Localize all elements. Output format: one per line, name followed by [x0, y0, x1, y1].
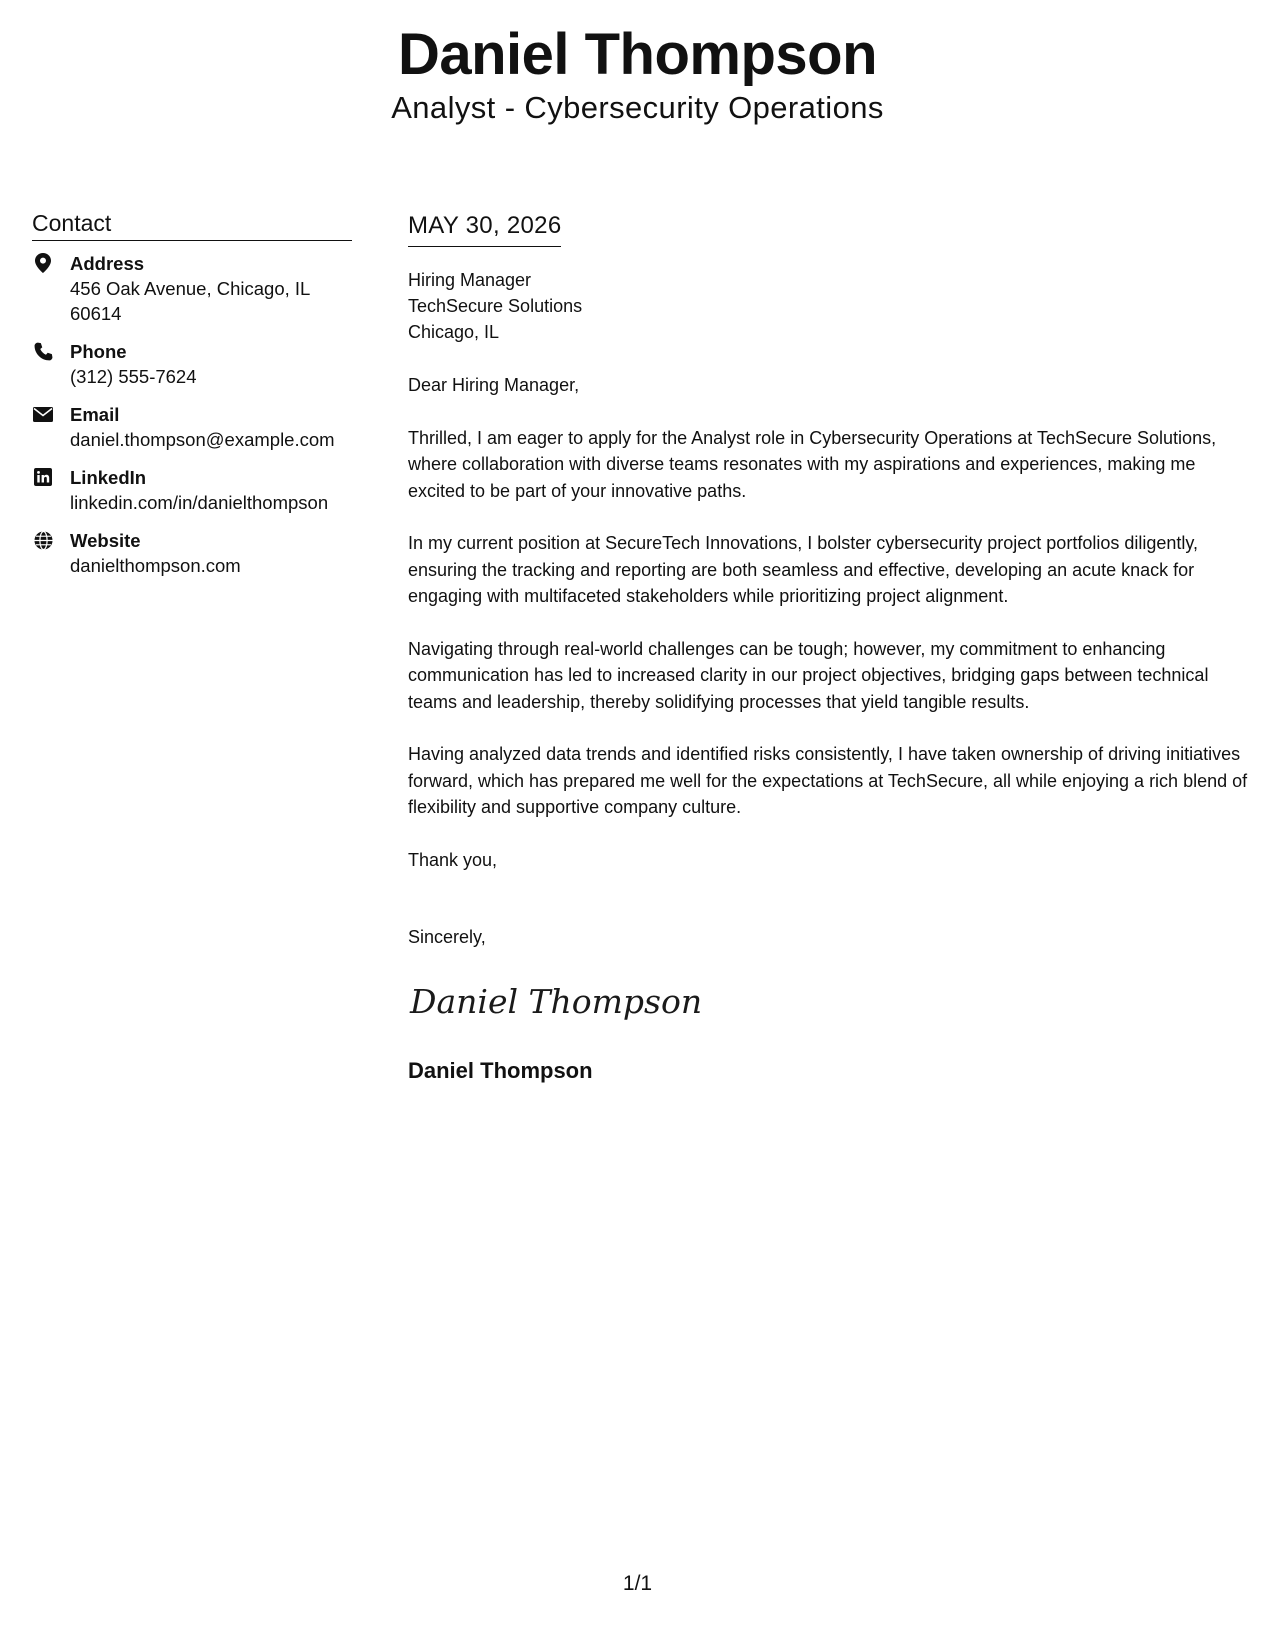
email-label: Email — [70, 404, 120, 425]
envelope-icon — [32, 403, 54, 425]
signer-name: Daniel Thompson — [408, 1058, 593, 1083]
recipient-line: Chicago, IL — [408, 322, 500, 342]
handwritten-signature — [408, 975, 703, 1029]
letter-header — [0, 22, 1275, 128]
linkedin-value: linkedin.com/in/danielthompson — [70, 492, 329, 513]
letter-paragraph: Navigating through real-world challenges can be tough; however, my commitment to enhancing communication has led to increased clarity in our project objectives, bridging gaps between technical teams and leadership, thereby solidifying processes that yield tangible results. — [408, 638, 1209, 712]
contact-item-phone — [32, 339, 352, 389]
letter-body — [408, 210, 1253, 1086]
contact-heading: Contact — [32, 208, 352, 241]
recipient-line: TechSecure Solutions — [408, 296, 583, 316]
signoff-line: Sincerely, — [408, 927, 486, 947]
signature-text: Daniel Thompson — [410, 981, 703, 1021]
letter-date: MAY 30, 2026 — [408, 210, 561, 247]
globe-icon — [32, 529, 54, 551]
letter-paragraph: Having analyzed data trends and identified risks consistently, I have taken ownership of driving initiatives forward, which has prepared me well for the expectations at TechSecure, all while enjoying a rich blend of flexibility and supportive company culture. — [408, 744, 1248, 817]
recipient-block — [408, 267, 1253, 345]
linkedin-label: LinkedIn — [70, 467, 147, 488]
applicant-name: Daniel Thompson — [397, 22, 878, 87]
salutation: Dear Hiring Manager, — [408, 375, 580, 395]
map-pin-icon — [32, 252, 54, 274]
contact-item-linkedin — [32, 465, 352, 515]
phone-value: (312) 555-7624 — [70, 366, 197, 387]
contact-item-website — [32, 528, 352, 578]
page-number: 1/1 — [622, 1572, 653, 1595]
applicant-title: Analyst - Cybersecurity Operations — [391, 90, 884, 125]
phone-label: Phone — [70, 341, 127, 362]
website-label: Website — [70, 530, 141, 551]
phone-icon — [32, 340, 54, 362]
letter-paragraph: In my current position at SecureTech Innovations, I bolster cybersecurity project portfolios diligently, ensuring the tracking and reporting are both seamless and effective, developing an acute knack for engaging with multifaceted stakeholders while prioritizing project alignment. — [408, 533, 1199, 606]
contact-sidebar — [32, 208, 352, 591]
website-value: danielthompson.com — [70, 555, 241, 576]
address-label: Address — [70, 253, 145, 274]
linkedin-icon — [32, 466, 54, 488]
recipient-line: Hiring Manager — [408, 270, 532, 290]
contact-item-email — [32, 402, 352, 452]
address-value: 456 Oak Avenue, Chicago, IL 60614 — [70, 278, 310, 324]
closing-line: Thank you, — [408, 849, 498, 870]
contact-item-address — [32, 251, 352, 326]
letter-paragraph: Thrilled, I am eager to apply for the Analyst role in Cybersecurity Operations at TechSecure Solutions, where collaboration with diverse teams resonates with my aspirations and experiences, making me excited to be part of your innovative paths. — [408, 427, 1217, 501]
email-value: daniel.thompson@example.com — [70, 429, 335, 450]
